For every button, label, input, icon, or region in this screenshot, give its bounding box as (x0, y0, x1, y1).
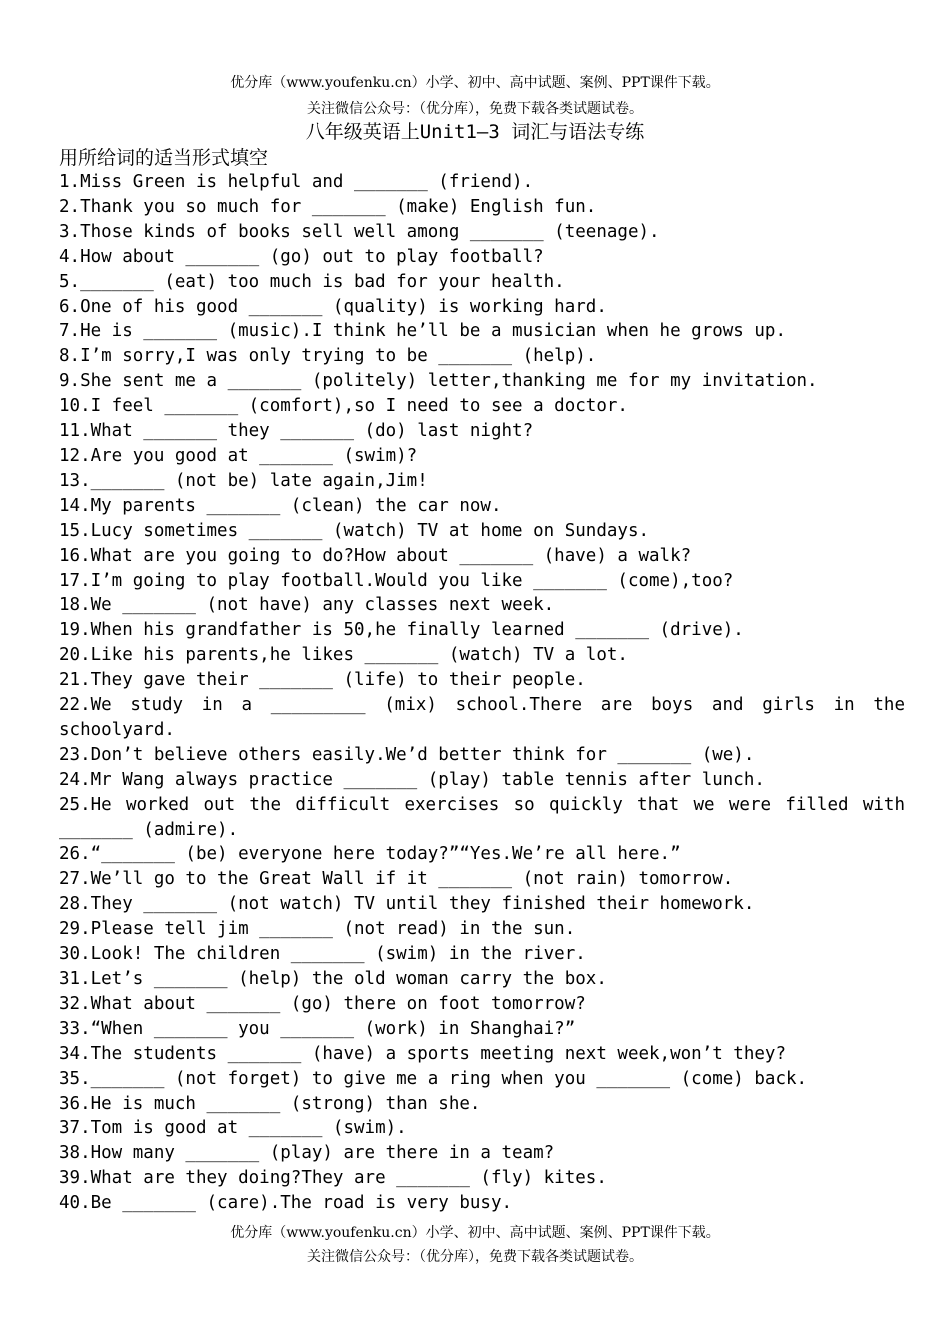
question-12: 12.Are you good at _______ (swim)? (59, 445, 418, 466)
question-28: 28.They _______ (not watch) TV until they finished their homework. (59, 894, 755, 915)
question-19: 19.When his grandfather is 50,he finally learned _______ (drive). (59, 620, 744, 641)
question-17: 17.I’m going to play football.Would you like _______ (come),too? (59, 570, 734, 591)
question-33: 33.“When _______ you _______ (work) in Shanghai?” (59, 1018, 576, 1039)
question-1: 1.Miss Green is helpful and _______ (friend). (59, 172, 534, 192)
question-40: 40.Be _______ (care).The road is very busy. (59, 1193, 513, 1214)
question-23: 23.Don’t believe others easily.We’d better think for _______ (we). (59, 744, 755, 765)
question-39: 39.What are they doing?They are _______ (fly) kites. (59, 1168, 607, 1189)
question-11: 11.What _______ they _______ (do) last night? (59, 421, 534, 442)
question-30: 30.Look! The children _______ (swim) in the river. (59, 944, 586, 965)
question-3: 3.Those kinds of books sell well among _______ (teenage). (59, 221, 660, 242)
document-title: 八年级英语上Unit1—3 词汇与语法专练 (305, 121, 645, 143)
question-38: 38.How many _______ (play) are there in a team? (59, 1143, 555, 1164)
question-35: 35._______ (not forget) to give me a ring when you _______ (come) back. (59, 1068, 808, 1089)
question-24: 24.Mr Wang always practice _______ (play) table tennis after lunch. (59, 769, 765, 790)
question-6: 6.One of his good _______ (quality) is working hard. (59, 296, 607, 317)
question-list (59, 170, 905, 1216)
header-line-1: 优分库（www.youfenku.cn）小学、初中、高中试题、案例、PPT课件下载。 (230, 75, 720, 91)
question-22: 22.We study in a _________ (mix) school.There are boys and girls in the schoolyard. (59, 695, 905, 740)
header-line-2: 关注微信公众号：（优分库），免费下载各类试题试卷。 (307, 101, 643, 117)
question-34: 34.The students _______ (have) a sports meeting next week,won’t they? (59, 1043, 786, 1064)
instruction: 用所给词的适当形式填空 (59, 147, 269, 169)
question-15: 15.Lucy sometimes _______ (watch) TV at home on Sundays. (59, 520, 650, 541)
question-16: 16.What are you going to do?How about _______ (have) a walk? (59, 545, 692, 566)
question-13: 13._______ (not be) late again,Jim! (59, 470, 428, 491)
question-20: 20.Like his parents,he likes _______ (watch) TV a lot. (59, 645, 628, 666)
question-4: 4.How about _______ (go) out to play football? (59, 246, 544, 267)
question-10: 10.I feel _______ (comfort),so I need to see a doctor. (59, 396, 628, 417)
question-5: 5._______ (eat) too much is bad for your health. (59, 271, 565, 292)
question-21: 21.They gave their _______ (life) to their people. (59, 670, 586, 691)
question-14: 14.My parents _______ (clean) the car now. (59, 495, 502, 516)
question-18: 18.We _______ (not have) any classes next week. (59, 595, 555, 616)
footer-line-2: 关注微信公众号：（优分库），免费下载各类试题试卷。 (307, 1249, 643, 1265)
question-36: 36.He is much _______ (strong) than she. (59, 1093, 481, 1114)
question-7: 7.He is _______ (music).I think he’ll be a musician when he grows up. (59, 321, 786, 342)
question-31: 31.Let’s _______ (help) the old woman carry the box. (59, 969, 607, 989)
question-32: 32.What about _______ (go) there on foot tomorrow? (59, 993, 586, 1014)
question-8: 8.I’m sorry,I was only trying to be _______ (help). (59, 346, 597, 367)
question-29: 29.Please tell jim _______ (not read) in the sun. (59, 919, 576, 940)
question-26: 26.“_______ (be) everyone here today?”“Yes.We’re all here.” (59, 844, 681, 865)
question-27: 27.We’ll go to the Great Wall if it _______ (not rain) tomorrow. (59, 869, 734, 890)
question-25: 25.He worked out the difficult exercises so quickly that we were filled with _______ (admire). (59, 794, 905, 840)
question-2: 2.Thank you so much for _______ (make) English fun. (59, 196, 597, 217)
question-9: 9.She sent me a _______ (politely) letter,thanking me for my invitation. (59, 371, 818, 392)
question-37: 37.Tom is good at _______ (swim). (59, 1118, 407, 1139)
footer-line-1: 优分库（www.youfenku.cn）小学、初中、高中试题、案例、PPT课件下载。 (230, 1225, 720, 1241)
